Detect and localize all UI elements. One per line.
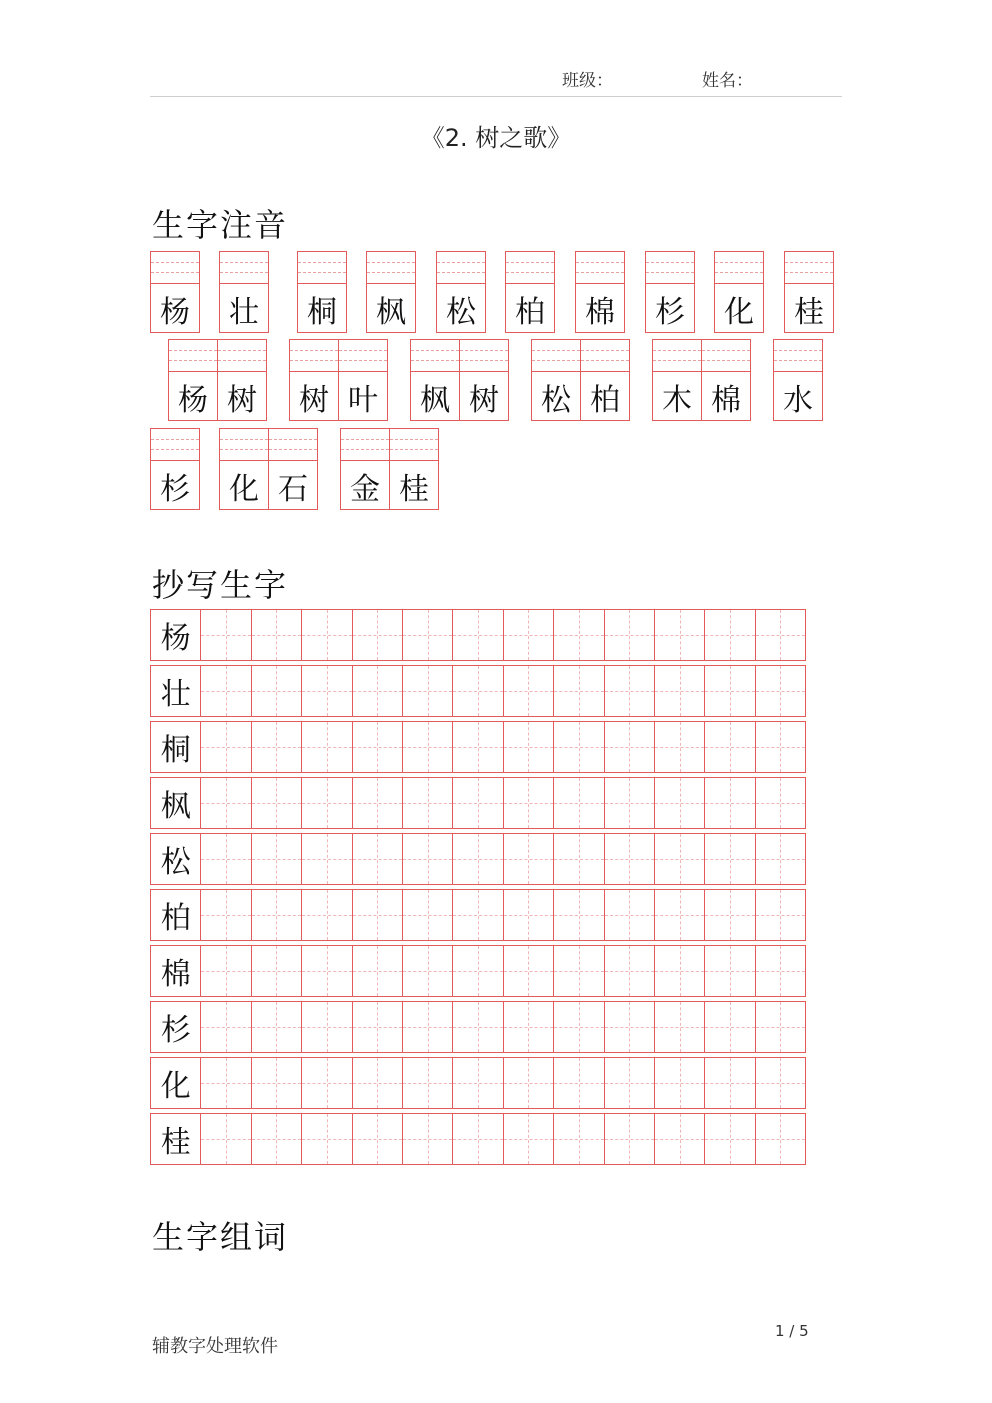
practice-cell[interactable] bbox=[452, 833, 503, 885]
pinyin-word-box bbox=[773, 339, 823, 421]
character: 杨 bbox=[178, 383, 208, 418]
practice-cell[interactable] bbox=[200, 1057, 251, 1109]
character: 石 bbox=[278, 472, 308, 507]
practice-cell[interactable] bbox=[251, 1057, 302, 1109]
practice-cell[interactable] bbox=[503, 665, 554, 717]
pinyin-word-box bbox=[289, 339, 388, 421]
practice-cell[interactable] bbox=[553, 889, 604, 941]
model-character: 桂 bbox=[160, 1125, 191, 1160]
practice-cell[interactable] bbox=[402, 833, 453, 885]
model-character-cell bbox=[150, 945, 201, 997]
practice-cell[interactable] bbox=[604, 665, 655, 717]
copy-row bbox=[150, 665, 818, 717]
practice-cell[interactable] bbox=[755, 721, 806, 773]
practice-cell[interactable] bbox=[301, 609, 352, 661]
character: 树 bbox=[299, 383, 329, 418]
practice-cell[interactable] bbox=[503, 721, 554, 773]
model-character: 壮 bbox=[160, 677, 191, 712]
model-character: 桐 bbox=[160, 733, 191, 768]
practice-cell[interactable] bbox=[452, 889, 503, 941]
practice-cell[interactable] bbox=[402, 609, 453, 661]
practice-cell[interactable] bbox=[452, 1001, 503, 1053]
practice-cell[interactable] bbox=[553, 1057, 604, 1109]
practice-cell[interactable] bbox=[704, 945, 755, 997]
practice-cell[interactable] bbox=[704, 721, 755, 773]
practice-cell[interactable] bbox=[301, 833, 352, 885]
pinyin-cell bbox=[297, 251, 347, 333]
character: 化 bbox=[229, 472, 259, 507]
practice-cell[interactable] bbox=[755, 665, 806, 717]
practice-cell[interactable] bbox=[654, 945, 705, 997]
pinyin-cell bbox=[366, 251, 416, 333]
practice-cell[interactable] bbox=[352, 1113, 403, 1165]
character: 树 bbox=[469, 383, 499, 418]
practice-cell[interactable] bbox=[200, 609, 251, 661]
practice-cell[interactable] bbox=[503, 1001, 554, 1053]
model-character-cell bbox=[150, 833, 201, 885]
pinyin-line[interactable] bbox=[339, 340, 387, 372]
practice-cell[interactable] bbox=[755, 833, 806, 885]
practice-cell[interactable] bbox=[503, 1113, 554, 1165]
practice-cell[interactable] bbox=[755, 1057, 806, 1109]
copy-grid bbox=[150, 609, 818, 1169]
practice-cell[interactable] bbox=[553, 1001, 604, 1053]
model-character-cell bbox=[150, 665, 201, 717]
pinyin-word-box bbox=[714, 251, 764, 333]
practice-cell[interactable] bbox=[200, 945, 251, 997]
practice-cell[interactable] bbox=[654, 609, 705, 661]
pinyin-word-box bbox=[150, 251, 200, 333]
practice-cell[interactable] bbox=[654, 833, 705, 885]
practice-cell[interactable] bbox=[604, 609, 655, 661]
copy-row bbox=[150, 721, 818, 773]
pinyin-cell bbox=[219, 251, 269, 333]
practice-cell[interactable] bbox=[251, 777, 302, 829]
pinyin-word-box bbox=[410, 339, 509, 421]
pinyin-line[interactable] bbox=[411, 340, 459, 372]
practice-cell[interactable] bbox=[604, 833, 655, 885]
character: 枫 bbox=[376, 295, 406, 330]
pinyin-line[interactable] bbox=[290, 340, 338, 372]
character: 棉 bbox=[711, 383, 741, 418]
pinyin-line[interactable] bbox=[151, 429, 199, 461]
pinyin-line[interactable] bbox=[460, 340, 508, 372]
practice-cell[interactable] bbox=[604, 945, 655, 997]
practice-cell[interactable] bbox=[402, 777, 453, 829]
model-character: 化 bbox=[160, 1069, 191, 1104]
character: 叶 bbox=[348, 383, 378, 418]
pinyin-line[interactable] bbox=[437, 252, 485, 284]
practice-cell[interactable] bbox=[604, 777, 655, 829]
character: 桂 bbox=[399, 472, 429, 507]
pinyin-cell bbox=[410, 339, 460, 421]
model-character-cell bbox=[150, 1113, 201, 1165]
practice-cell[interactable] bbox=[654, 889, 705, 941]
model-character: 枫 bbox=[160, 789, 191, 824]
practice-cell[interactable] bbox=[553, 945, 604, 997]
practice-cell[interactable] bbox=[402, 1001, 453, 1053]
pinyin-line[interactable] bbox=[774, 340, 822, 372]
pinyin-line[interactable] bbox=[390, 429, 438, 461]
pinyin-word-box bbox=[645, 251, 695, 333]
practice-cell[interactable] bbox=[452, 721, 503, 773]
pinyin-cell bbox=[645, 251, 695, 333]
character: 水 bbox=[783, 383, 813, 418]
pinyin-word-box bbox=[436, 251, 486, 333]
practice-cell[interactable] bbox=[402, 945, 453, 997]
practice-cell[interactable] bbox=[704, 889, 755, 941]
class-label: 班级： bbox=[562, 71, 613, 91]
pinyin-line[interactable] bbox=[169, 340, 217, 372]
practice-cell[interactable] bbox=[352, 721, 403, 773]
pinyin-line[interactable] bbox=[581, 340, 629, 372]
copy-row bbox=[150, 945, 818, 997]
model-character-cell bbox=[150, 777, 201, 829]
practice-cell[interactable] bbox=[604, 889, 655, 941]
model-character-cell bbox=[150, 1057, 201, 1109]
practice-cell[interactable] bbox=[755, 1113, 806, 1165]
name-label: 姓名： bbox=[702, 71, 753, 91]
practice-cell[interactable] bbox=[553, 833, 604, 885]
practice-cell[interactable] bbox=[352, 665, 403, 717]
practice-cell[interactable] bbox=[200, 665, 251, 717]
practice-cell[interactable] bbox=[755, 889, 806, 941]
pinyin-line[interactable] bbox=[506, 252, 554, 284]
practice-cell[interactable] bbox=[200, 833, 251, 885]
practice-cell[interactable] bbox=[553, 721, 604, 773]
pinyin-line[interactable] bbox=[653, 340, 701, 372]
section-title-words: 生字组词 bbox=[152, 1218, 289, 1256]
model-character: 棉 bbox=[160, 957, 191, 992]
character: 柏 bbox=[590, 383, 620, 418]
copy-row bbox=[150, 609, 818, 661]
practice-cell[interactable] bbox=[301, 665, 352, 717]
practice-cell[interactable] bbox=[553, 665, 604, 717]
practice-cell[interactable] bbox=[503, 1057, 554, 1109]
character: 木 bbox=[662, 383, 692, 418]
model-character: 杨 bbox=[160, 621, 191, 656]
model-character: 杉 bbox=[160, 1013, 191, 1048]
practice-cell[interactable] bbox=[704, 665, 755, 717]
section-title-copy: 抄写生字 bbox=[152, 566, 289, 604]
pinyin-line[interactable] bbox=[646, 252, 694, 284]
pinyin-cell bbox=[150, 251, 200, 333]
character: 杉 bbox=[655, 295, 685, 330]
pinyin-word-box bbox=[505, 251, 555, 333]
pinyin-line[interactable] bbox=[532, 340, 580, 372]
pinyin-line[interactable] bbox=[298, 252, 346, 284]
model-character: 松 bbox=[160, 845, 191, 880]
character: 化 bbox=[724, 295, 754, 330]
practice-cell[interactable] bbox=[402, 1113, 453, 1165]
pinyin-line[interactable] bbox=[702, 340, 750, 372]
pinyin-cell bbox=[338, 339, 388, 421]
pinyin-word-box bbox=[219, 251, 269, 333]
practice-cell[interactable] bbox=[301, 889, 352, 941]
practice-cell[interactable] bbox=[301, 721, 352, 773]
practice-cell[interactable] bbox=[402, 1057, 453, 1109]
practice-cell[interactable] bbox=[654, 1057, 705, 1109]
pinyin-cell bbox=[784, 251, 834, 333]
character: 松 bbox=[446, 295, 476, 330]
practice-cell[interactable] bbox=[503, 945, 554, 997]
practice-cell[interactable] bbox=[402, 665, 453, 717]
section-title-pinyin: 生字注音 bbox=[152, 206, 289, 244]
pinyin-cell bbox=[652, 339, 702, 421]
practice-cell[interactable] bbox=[200, 889, 251, 941]
practice-cell[interactable] bbox=[200, 721, 251, 773]
model-character: 柏 bbox=[160, 901, 191, 936]
practice-cell[interactable] bbox=[654, 665, 705, 717]
practice-cell[interactable] bbox=[553, 609, 604, 661]
pinyin-word-box bbox=[531, 339, 630, 421]
copy-row bbox=[150, 1001, 818, 1053]
practice-cell[interactable] bbox=[654, 1113, 705, 1165]
practice-cell[interactable] bbox=[452, 665, 503, 717]
pinyin-line[interactable] bbox=[269, 429, 317, 461]
practice-cell[interactable] bbox=[452, 609, 503, 661]
practice-cell[interactable] bbox=[402, 721, 453, 773]
practice-cell[interactable] bbox=[503, 777, 554, 829]
practice-cell[interactable] bbox=[352, 1057, 403, 1109]
practice-cell[interactable] bbox=[503, 889, 554, 941]
pinyin-word-box bbox=[366, 251, 416, 333]
practice-cell[interactable] bbox=[301, 1113, 352, 1165]
practice-cell[interactable] bbox=[251, 833, 302, 885]
pinyin-cell bbox=[531, 339, 581, 421]
pinyin-line[interactable] bbox=[151, 252, 199, 284]
practice-cell[interactable] bbox=[755, 945, 806, 997]
practice-cell[interactable] bbox=[553, 777, 604, 829]
practice-cell[interactable] bbox=[352, 777, 403, 829]
practice-cell[interactable] bbox=[200, 777, 251, 829]
pinyin-cell bbox=[289, 339, 339, 421]
character: 桂 bbox=[794, 295, 824, 330]
practice-cell[interactable] bbox=[654, 777, 705, 829]
practice-cell[interactable] bbox=[402, 889, 453, 941]
page-title: 《2. 树之歌》 bbox=[420, 124, 572, 152]
pinyin-cell bbox=[580, 339, 630, 421]
practice-cell[interactable] bbox=[704, 1113, 755, 1165]
practice-cell[interactable] bbox=[200, 1001, 251, 1053]
practice-cell[interactable] bbox=[352, 1001, 403, 1053]
practice-cell[interactable] bbox=[704, 609, 755, 661]
practice-cell[interactable] bbox=[251, 1001, 302, 1053]
pinyin-word-box bbox=[340, 428, 439, 510]
practice-cell[interactable] bbox=[755, 777, 806, 829]
pinyin-cell bbox=[389, 428, 439, 510]
practice-cell[interactable] bbox=[704, 833, 755, 885]
character: 枫 bbox=[420, 383, 450, 418]
copy-row bbox=[150, 777, 818, 829]
pinyin-cell bbox=[773, 339, 823, 421]
pinyin-cell bbox=[340, 428, 390, 510]
pinyin-line[interactable] bbox=[341, 429, 389, 461]
pinyin-word-box bbox=[150, 428, 200, 510]
character: 柏 bbox=[515, 295, 545, 330]
pinyin-cell bbox=[505, 251, 555, 333]
copy-row bbox=[150, 833, 818, 885]
practice-cell[interactable] bbox=[704, 777, 755, 829]
pinyin-line[interactable] bbox=[220, 252, 268, 284]
practice-cell[interactable] bbox=[251, 889, 302, 941]
practice-cell[interactable] bbox=[352, 609, 403, 661]
practice-cell[interactable] bbox=[352, 945, 403, 997]
pinyin-line[interactable] bbox=[367, 252, 415, 284]
practice-cell[interactable] bbox=[251, 945, 302, 997]
pinyin-cell bbox=[701, 339, 751, 421]
practice-cell[interactable] bbox=[452, 1113, 503, 1165]
practice-cell[interactable] bbox=[251, 609, 302, 661]
practice-cell[interactable] bbox=[755, 609, 806, 661]
footer-software: 辅教字处理软件 bbox=[152, 1336, 278, 1357]
character: 杉 bbox=[160, 472, 190, 507]
practice-cell[interactable] bbox=[503, 833, 554, 885]
pinyin-cell bbox=[217, 339, 267, 421]
pinyin-cell bbox=[268, 428, 318, 510]
pinyin-word-box bbox=[575, 251, 625, 333]
character: 松 bbox=[541, 383, 571, 418]
practice-cell[interactable] bbox=[755, 1001, 806, 1053]
practice-cell[interactable] bbox=[301, 1057, 352, 1109]
practice-cell[interactable] bbox=[200, 1113, 251, 1165]
practice-cell[interactable] bbox=[452, 777, 503, 829]
copy-row bbox=[150, 1113, 818, 1165]
practice-cell[interactable] bbox=[503, 609, 554, 661]
page-header bbox=[150, 66, 842, 97]
practice-cell[interactable] bbox=[553, 1113, 604, 1165]
pinyin-word-box bbox=[652, 339, 751, 421]
practice-cell[interactable] bbox=[654, 721, 705, 773]
pinyin-word-box bbox=[219, 428, 318, 510]
pinyin-word-box bbox=[297, 251, 347, 333]
model-character-cell bbox=[150, 721, 201, 773]
pinyin-cell bbox=[459, 339, 509, 421]
pinyin-line[interactable] bbox=[576, 252, 624, 284]
character: 桐 bbox=[307, 295, 337, 330]
practice-cell[interactable] bbox=[704, 1057, 755, 1109]
model-character-cell bbox=[150, 889, 201, 941]
practice-cell[interactable] bbox=[604, 1001, 655, 1053]
practice-cell[interactable] bbox=[654, 1001, 705, 1053]
pinyin-word-box bbox=[784, 251, 834, 333]
pinyin-cell bbox=[219, 428, 269, 510]
pinyin-line[interactable] bbox=[218, 340, 266, 372]
practice-cell[interactable] bbox=[301, 1001, 352, 1053]
practice-cell[interactable] bbox=[452, 945, 503, 997]
practice-cell[interactable] bbox=[251, 1113, 302, 1165]
practice-cell[interactable] bbox=[352, 833, 403, 885]
practice-cell[interactable] bbox=[452, 1057, 503, 1109]
practice-cell[interactable] bbox=[352, 889, 403, 941]
character: 壮 bbox=[229, 295, 259, 330]
practice-cell[interactable] bbox=[604, 1113, 655, 1165]
practice-cell[interactable] bbox=[704, 1001, 755, 1053]
character: 杨 bbox=[160, 295, 190, 330]
character: 树 bbox=[227, 383, 257, 418]
pinyin-cell bbox=[575, 251, 625, 333]
model-character-cell bbox=[150, 1001, 201, 1053]
copy-row bbox=[150, 1057, 818, 1109]
practice-cell[interactable] bbox=[301, 945, 352, 997]
pinyin-line[interactable] bbox=[715, 252, 763, 284]
pinyin-line[interactable] bbox=[220, 429, 268, 461]
character: 棉 bbox=[585, 295, 615, 330]
practice-cell[interactable] bbox=[251, 721, 302, 773]
model-character-cell bbox=[150, 609, 201, 661]
pinyin-cell bbox=[168, 339, 218, 421]
page-number: 1 / 5 bbox=[775, 1322, 809, 1340]
pinyin-line[interactable] bbox=[785, 252, 833, 284]
character: 金 bbox=[350, 472, 380, 507]
practice-cell[interactable] bbox=[301, 777, 352, 829]
pinyin-word-box bbox=[168, 339, 267, 421]
practice-cell[interactable] bbox=[251, 665, 302, 717]
pinyin-cell bbox=[714, 251, 764, 333]
pinyin-cell bbox=[436, 251, 486, 333]
pinyin-cell bbox=[150, 428, 200, 510]
practice-cell[interactable] bbox=[604, 721, 655, 773]
practice-cell[interactable] bbox=[604, 1057, 655, 1109]
copy-row bbox=[150, 889, 818, 941]
